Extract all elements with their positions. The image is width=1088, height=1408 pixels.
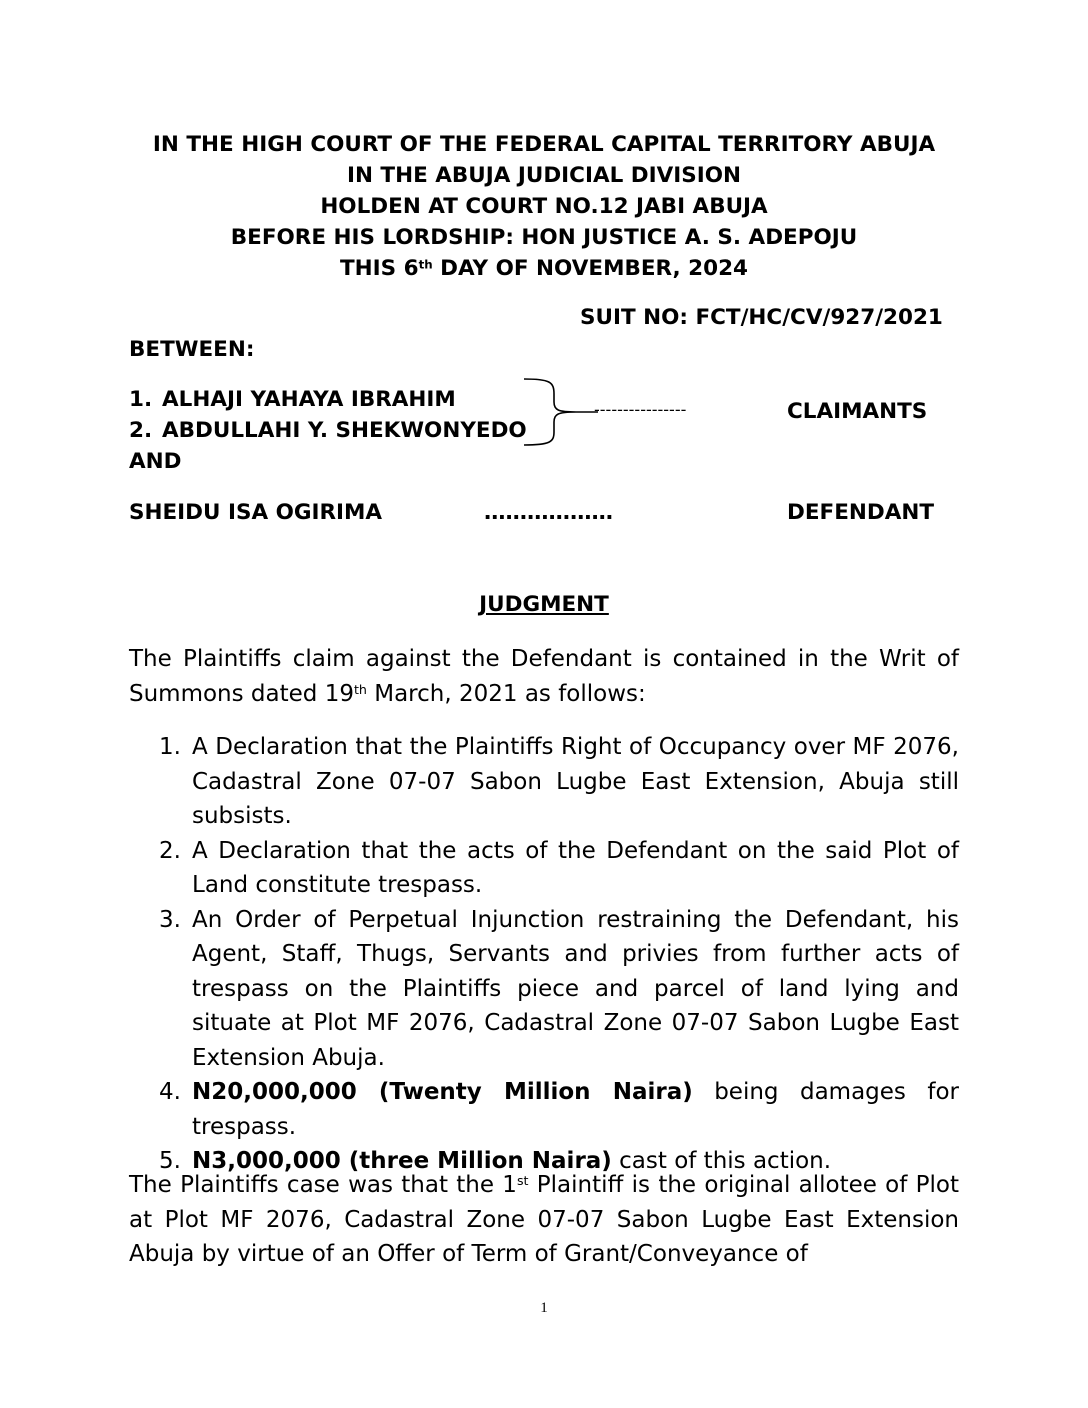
defendant-dot-leader: ……………… bbox=[484, 500, 613, 525]
and-label: AND bbox=[129, 449, 182, 474]
judgment-title: JUDGMENT bbox=[479, 592, 609, 617]
list-item: 3. An Order of Perpetual Injunction restraining the Defendant, his Agent, Staff, Thugs, Servants and privies from further acts of trespass on the Plaintiffs piece and parcel of land lying and situate at Plot MF 2076, Cadastral Zone 07-07 Sabon Lugbe East Extension Abuja. bbox=[159, 906, 959, 1071]
list-item: 4. N20,000,000 (Twenty Million Naira) being damages for trespass. bbox=[159, 1079, 959, 1140]
suit-number: SUIT NO: FCT/HC/CV/927/2021 bbox=[580, 305, 943, 330]
claims-list bbox=[129, 730, 959, 1179]
header-line-3: HOLDEN AT COURT NO.12 JABI ABUJA bbox=[320, 194, 768, 219]
list-item: 1. A Declaration that the Plaintiffs Right of Occupancy over MF 2076, Cadastral Zone 07-07 Sabon Lugbe East Extension, Abuja still subsists. bbox=[159, 734, 959, 829]
header-line-5: THIS 6th DAY OF NOVEMBER, 2024 bbox=[339, 256, 748, 281]
list-item: 2. A Declaration that the acts of the Defendant on the said Plot of Land constitute trespass. bbox=[159, 837, 959, 898]
between-label: BETWEEN: bbox=[129, 337, 255, 362]
claimants-brace bbox=[520, 376, 600, 448]
intro-paragraph: The Plaintiffs claim against the Defendant is contained in the Writ of Summons dated 19th March, 2021 as follows: bbox=[129, 646, 959, 707]
defendant-name: SHEIDU ISA OGIRIMA bbox=[129, 500, 383, 525]
claimant-2: 2. ABDULLAHI Y. SHEKWONYEDO bbox=[129, 418, 527, 443]
claimants-label: CLAIMANTS bbox=[787, 399, 928, 424]
case-paragraph: The Plaintiffs case was that the 1st Plaintiff is the original allotee of Plot at Plot MF 2076, Cadastral Zone 07-07 Sabon Lugbe East Extension Abuja by virtue of an Offer of Term of Grant/Conveyance of bbox=[129, 1172, 959, 1267]
court-header bbox=[0, 129, 1088, 284]
defendant-label: DEFENDANT bbox=[787, 500, 935, 525]
header-line-2: IN THE ABUJA JUDICIAL DIVISION bbox=[346, 163, 742, 188]
page-number: 1 bbox=[540, 1300, 548, 1316]
header-line-1: IN THE HIGH COURT OF THE FEDERAL CAPITAL TERRITORY ABUJA bbox=[152, 132, 936, 157]
header-line-4: BEFORE HIS LORDSHIP: HON JUSTICE A. S. ADEPOJU bbox=[230, 225, 858, 250]
list-item: 5. N3,000,000 (three Million Naira) cast of this action. bbox=[159, 1148, 832, 1174]
claimant-1: 1. ALHAJI YAHAYA IBRAHIM bbox=[129, 387, 456, 412]
claimants-dash-leader: ---------------- bbox=[594, 400, 687, 419]
